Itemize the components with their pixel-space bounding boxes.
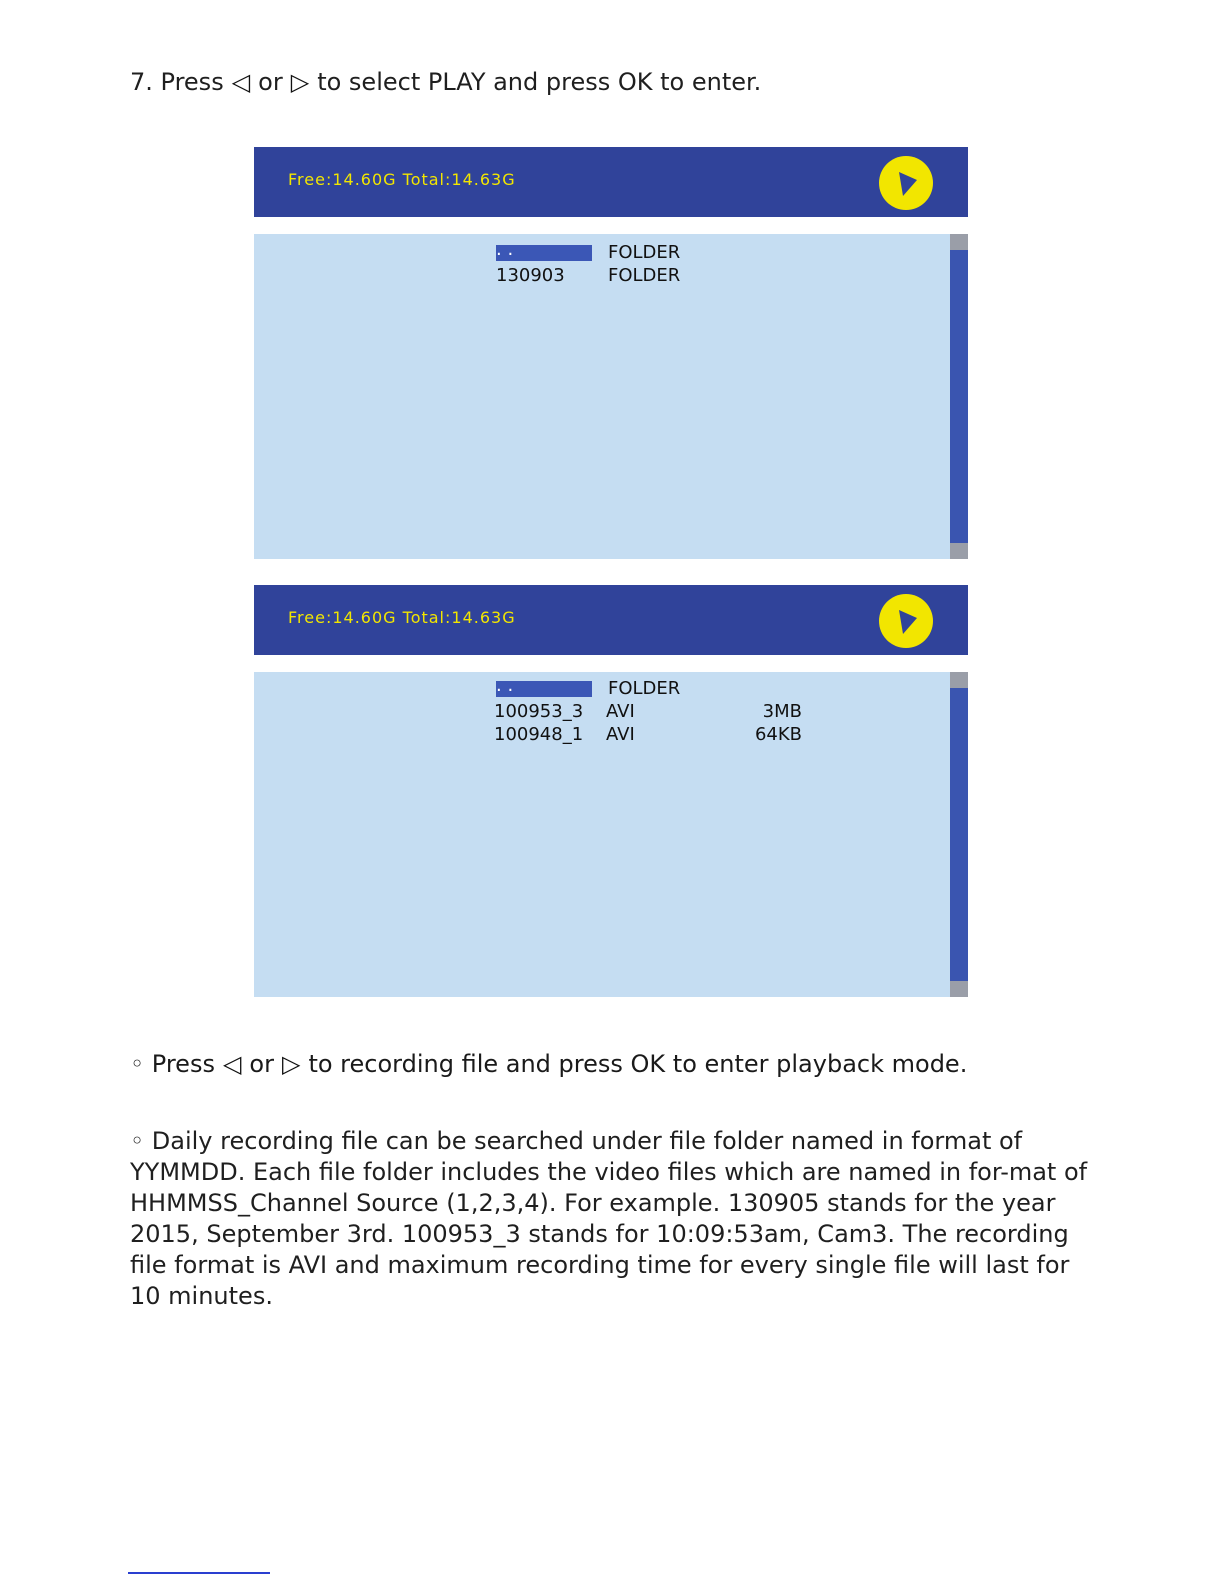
file-name: 100948_1 xyxy=(494,724,584,745)
file-list xyxy=(254,672,968,997)
step-suffix: to select PLAY and press OK to enter. xyxy=(317,68,762,96)
file-type: FOLDER xyxy=(608,242,681,263)
bullet-file-naming: ◦ Daily recording file can be searched under file folder named in format of YYMMDD. Each file folder includes the video files which are named in for-mat of HHMMSS_Channel Source (1,2,3,4). For example. 130905 stands for the year 2015, September 3rd. 100953_3 stands for 10:09:53am, Cam3. The recording file format is AVI and maximum recording time for every single file will last for 10 minutes. xyxy=(130,1127,1088,1310)
bullet-playback xyxy=(130,1050,967,1078)
list-scrollbar[interactable] xyxy=(950,234,968,559)
left-arrow-icon: ◁ xyxy=(222,1050,242,1078)
file-browser-screen-folder xyxy=(254,585,968,997)
file-name: . . xyxy=(496,245,592,261)
left-arrow-icon: ◁ xyxy=(231,68,251,96)
step-instruction xyxy=(130,68,761,96)
play-icon xyxy=(879,594,933,648)
play-icon xyxy=(879,156,933,210)
footer-link-underline[interactable] xyxy=(128,1572,270,1574)
right-arrow-icon: ▷ xyxy=(281,1050,301,1078)
storage-info: Free:14.60G Total:14.63G xyxy=(288,608,516,627)
right-arrow-icon: ▷ xyxy=(290,68,310,96)
storage-info: Free:14.60G Total:14.63G xyxy=(288,170,516,189)
header-divider xyxy=(254,217,968,234)
scrollbar-bottom-cap[interactable] xyxy=(950,981,968,997)
bullet1-or: or xyxy=(249,1050,274,1078)
browser-header xyxy=(254,147,968,217)
file-size: 64KB xyxy=(754,724,802,745)
file-row-parent[interactable] xyxy=(496,239,696,264)
file-row-100948-1[interactable] xyxy=(494,724,802,746)
browser-header xyxy=(254,585,968,655)
file-browser-screen-root xyxy=(254,147,968,559)
scrollbar-top-cap[interactable] xyxy=(950,672,968,688)
file-name: 100953_3 xyxy=(494,701,584,722)
file-row-parent[interactable] xyxy=(496,675,802,700)
scrollbar-top-cap[interactable] xyxy=(950,234,968,250)
file-type: FOLDER xyxy=(608,678,681,699)
file-list xyxy=(254,234,968,559)
scrollbar-bottom-cap[interactable] xyxy=(950,543,968,559)
file-type: AVI xyxy=(606,724,635,745)
play-button[interactable] xyxy=(879,594,933,648)
step-or: or xyxy=(258,68,283,96)
file-type: FOLDER xyxy=(608,265,681,286)
file-row-100953-3[interactable] xyxy=(494,701,802,723)
bullet1-prefix: ◦ Press xyxy=(130,1050,215,1078)
file-type: AVI xyxy=(606,701,635,722)
file-name: 130903 xyxy=(496,265,565,286)
play-button[interactable] xyxy=(879,156,933,210)
bullet1-suffix: to recording file and press OK to enter playback mode. xyxy=(308,1050,968,1078)
step-prefix: 7. Press xyxy=(130,68,224,96)
file-name: . . xyxy=(496,681,592,697)
header-divider xyxy=(254,655,968,672)
list-scrollbar[interactable] xyxy=(950,672,968,997)
file-row-130903[interactable] xyxy=(496,265,696,287)
file-size: 3MB xyxy=(762,701,802,722)
